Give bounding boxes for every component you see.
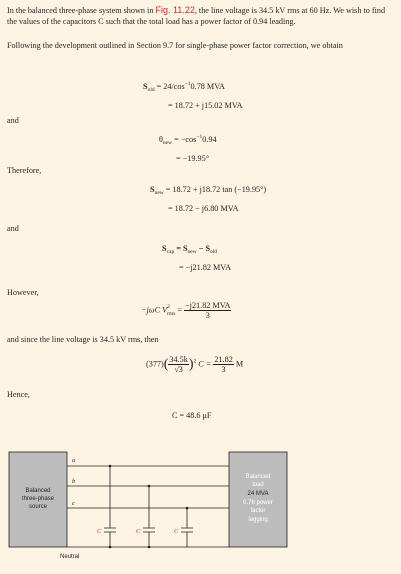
source-label-3: source [28,504,48,510]
capacitor-3-label: C [174,528,179,535]
word-therefore: Therefore, [7,166,42,175]
development-paragraph: Following the development outlined in Section 9.7 for single-phase power factor correction, we obtain [7,41,343,50]
word-and-2: and [7,224,19,233]
neutral-label: Neutral [60,554,80,560]
capacitor-1 [104,466,116,547]
capacitor-3 [181,508,193,547]
equation-capacitor-power: −jωC V 2 rms = $\frac{\text{−j21.82 MVA}}{3}$ [141,301,231,320]
intro-paragraph: In the balanced three-phase system shown in Fig. 11.22, the line voltage is 34.5 kV rms at 60 Hz. We wish to find the values of the capacitors C such that the total load has a power factor of 0.94 leading. [7,5,386,27]
source-label-2: three-phase [21,496,55,502]
equation-s-old: $S_{old} = 24/\cos^{-1}0.78$ MVA = 18.72 + j15.02 MVA [143,81,243,110]
line-c-label: c [72,500,75,507]
word-however: However, [7,288,39,297]
load-label-6: lagging [248,517,268,523]
equation-theta-new: $\theta_{new} = -\cos^{-1}0.94$ = −19.95° [159,134,217,163]
load-label-3: 24 MVA [247,491,269,497]
line-a-label: a [72,457,76,464]
equation-c-result: C = 48.6 μF [172,411,212,420]
load-label-4: 0.78 power [243,500,273,506]
equation-s-new: $S_{new} = 18.72 + j18.72$ tan (−19.95°) = 18.72 − j6.80 MVA [150,185,267,213]
capacitor-2 [143,486,155,547]
capacitor-2-label: C [136,528,141,535]
word-and-1: and [7,116,19,125]
figure-reference-link[interactable]: Fig. 11.22 [155,5,195,15]
load-label-2: load [252,482,264,488]
equation-s-cap: $S_{cap} = S_{new} - S_{old}$ = −j21.82 MVA [162,244,232,272]
line-b-label: b [72,478,76,485]
load-label-1: Balanced [245,474,271,480]
equation-solve-c: (377)( $\frac{34.5k}{√3}$ )$^2$ C = $\frac{21.82}{3}$ M [146,355,244,374]
source-label-1: Balanced [25,488,51,494]
load-label-5: factor [250,508,266,514]
word-hence: Hence, [7,390,30,399]
line-voltage-sentence: and since the line voltage is 34.5 kV rms, then [7,335,159,344]
capacitor-1-label: C [97,528,102,535]
